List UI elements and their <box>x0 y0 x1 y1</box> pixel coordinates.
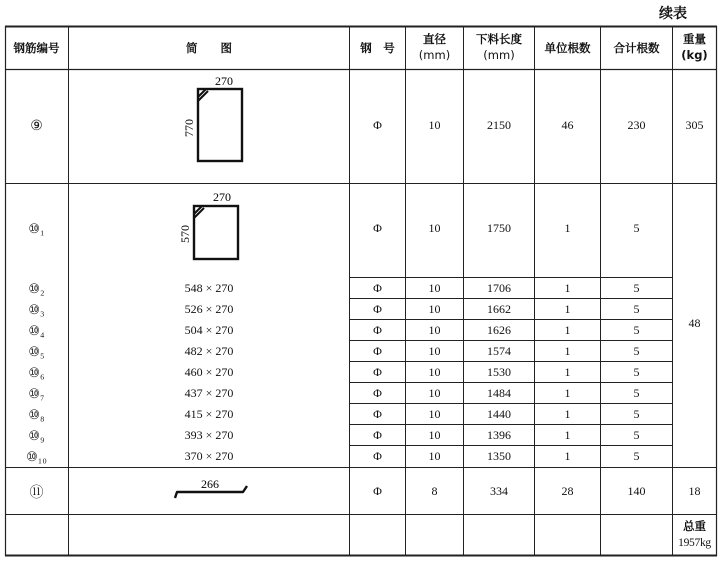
cut-length: 1662 <box>487 302 511 316</box>
sketch-9-width: 270 <box>215 74 233 88</box>
diameter: 10 <box>428 407 441 421</box>
header-weight-unit: (kg) <box>681 48 708 62</box>
diameter: 10 <box>428 323 441 337</box>
per-unit-10-1: 1 <box>564 221 571 235</box>
header-weight-label: 重量 <box>683 32 706 46</box>
sketch-size: 370 × 270 <box>184 449 234 463</box>
weight-9: 305 <box>685 118 704 132</box>
cut-length: 1484 <box>487 386 511 400</box>
grade: Φ <box>373 428 382 442</box>
per-unit: 1 <box>564 323 571 337</box>
cut-length-9: 2150 <box>487 118 511 132</box>
total-count-11: 140 <box>627 484 646 498</box>
bar-no: ⑩₅ <box>28 344 45 359</box>
sketch-11-length: 266 <box>201 477 219 491</box>
bar-no: ⑩₂ <box>28 281 45 296</box>
bar-no-11: ⑪ <box>29 486 44 501</box>
total-count-10-1: 5 <box>633 221 640 235</box>
sketch-size: 437 × 270 <box>184 386 234 400</box>
diameter: 10 <box>428 386 441 400</box>
header-diameter-unit: (mm) <box>418 48 451 62</box>
cut-length-10-1: 1750 <box>487 221 511 235</box>
per-unit-9: 46 <box>561 118 574 132</box>
total-weight-label: 总重 <box>683 519 706 533</box>
per-unit: 1 <box>564 407 571 421</box>
sketch-10-1-height: 570 <box>178 225 192 243</box>
sketch-size: 504 × 270 <box>184 323 234 337</box>
header-sketch: 简 图 <box>186 41 232 55</box>
diameter: 10 <box>428 344 441 358</box>
total-count: 5 <box>633 407 640 421</box>
diameter-11: 8 <box>431 484 438 498</box>
diameter: 10 <box>428 428 441 442</box>
weight-10-group: 48 <box>688 316 701 330</box>
sketch-size: 482 × 270 <box>184 344 234 358</box>
per-unit: 1 <box>564 386 571 400</box>
cut-length: 1350 <box>487 449 511 463</box>
header-weight <box>673 31 716 63</box>
cut-length: 1574 <box>487 344 511 358</box>
stirrup-sketch-9 <box>178 70 268 180</box>
bar-no-10-1: ⑩₁ <box>28 221 45 236</box>
sketch-size: 415 × 270 <box>184 407 234 421</box>
header-bar-no: 钢筋编号 <box>13 41 60 55</box>
weight-11: 18 <box>688 484 701 498</box>
total-weight-value: 1957kg <box>678 537 711 549</box>
diameter-10-1: 10 <box>428 221 441 235</box>
continued-label: 续表 <box>659 6 687 22</box>
total-count: 5 <box>633 386 640 400</box>
diameter: 10 <box>428 449 441 463</box>
grade: Φ <box>373 281 382 295</box>
cut-length: 1440 <box>487 407 511 421</box>
grade-11: Φ <box>373 484 382 498</box>
total-count: 5 <box>633 281 640 295</box>
grade: Φ <box>373 302 382 316</box>
grade: Φ <box>373 344 382 358</box>
cut-length-11: 334 <box>490 484 508 498</box>
sketch-9-height: 770 <box>182 119 196 137</box>
bar-no: ⑩₄ <box>28 323 45 338</box>
diameter: 10 <box>428 281 441 295</box>
header-cut-length-unit: (mm) <box>483 48 515 62</box>
header-total-count: 合计根数 <box>613 41 660 55</box>
per-unit: 1 <box>564 281 571 295</box>
per-unit-11: 28 <box>561 484 574 498</box>
total-count: 5 <box>633 323 640 337</box>
total-count: 5 <box>633 449 640 463</box>
grade: Φ <box>373 365 382 379</box>
sketch-10-1-width: 270 <box>213 190 231 204</box>
total-weight <box>673 518 716 552</box>
per-unit: 1 <box>564 428 571 442</box>
header-cut-length-label: 下料长度 <box>476 32 522 46</box>
sketch-size: 460 × 270 <box>184 365 234 379</box>
per-unit: 1 <box>564 365 571 379</box>
grade: Φ <box>373 449 382 463</box>
bar-no-9: ⑨ <box>30 119 43 134</box>
grade: Φ <box>373 407 382 421</box>
diameter-9: 10 <box>428 118 441 132</box>
bar-no: ⑩₇ <box>28 386 45 401</box>
header-diameter <box>406 31 463 63</box>
header-steel-grade: 钢 号 <box>360 41 395 55</box>
grade-9: Φ <box>373 118 382 132</box>
bar-no: ⑩₈ <box>28 407 45 422</box>
cut-length: 1530 <box>487 365 511 379</box>
diameter: 10 <box>428 302 441 316</box>
grade-10-1: Φ <box>373 221 382 235</box>
header-cut-length <box>464 31 534 63</box>
bar-no: ⑩₉ <box>28 428 45 443</box>
grade: Φ <box>373 386 382 400</box>
sketch-size: 548 × 270 <box>184 281 234 295</box>
sketch-size: 526 × 270 <box>184 302 234 316</box>
per-unit: 1 <box>564 449 571 463</box>
cut-length: 1706 <box>487 281 511 295</box>
stirrup-sketch-10-1 <box>174 186 264 266</box>
hook-bar-sketch-11 <box>165 472 255 508</box>
total-count: 5 <box>633 365 640 379</box>
bar-no: ⑩₁₀ <box>26 449 47 464</box>
header-per-unit-count: 单位根数 <box>544 41 591 55</box>
header-diameter-label: 直径 <box>423 32 446 46</box>
cut-length: 1396 <box>487 428 511 442</box>
total-count: 5 <box>633 302 640 316</box>
bar-no: ⑩₆ <box>28 365 45 380</box>
diameter: 10 <box>428 365 441 379</box>
total-count-9: 230 <box>627 118 646 132</box>
per-unit: 1 <box>564 302 571 316</box>
sketch-size: 393 × 270 <box>184 428 234 442</box>
total-count: 5 <box>633 344 640 358</box>
grade: Φ <box>373 323 382 337</box>
per-unit: 1 <box>564 344 571 358</box>
bar-no: ⑩₃ <box>28 302 45 317</box>
total-count: 5 <box>633 428 640 442</box>
cut-length: 1626 <box>487 323 511 337</box>
